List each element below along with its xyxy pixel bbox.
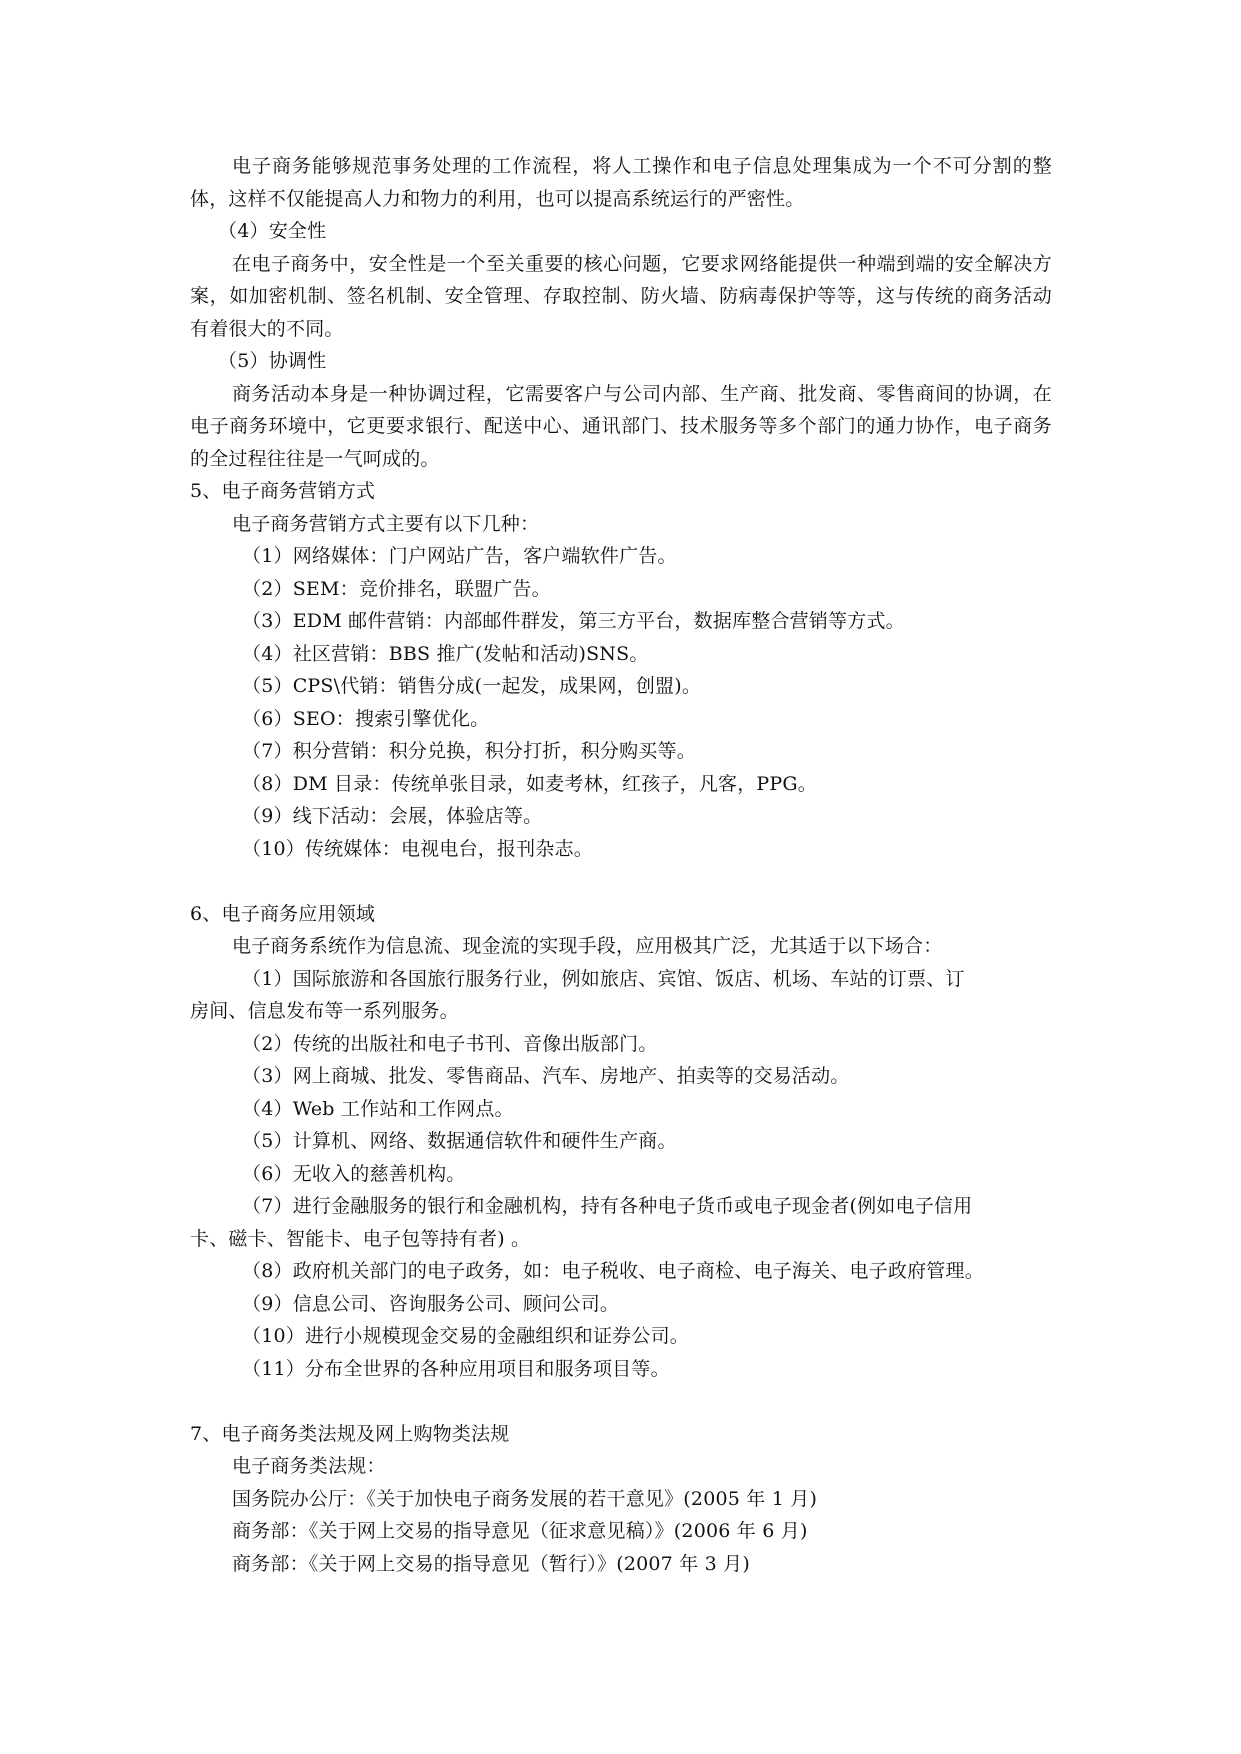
applications-list [190,963,1052,1386]
item-title-coordination: （5）协调性 [218,350,327,372]
list-item: （7）进行金融服务的银行和金融机构，持有各种电子货币或电子现金者(例如电子信用 [242,1195,973,1217]
paragraph-workflow: 电子商务能够规范事务处理的工作流程，将人工操作和电子信息处理集成为一个不可分割的整体，这样不仅能提高人力和物力的利用，也可以提高系统运行的严密性。 [190,155,1052,210]
list-item: （1）国际旅游和各国旅行服务行业，例如旅店、宾馆、饭店、机场、车站的订票、订 [242,967,965,990]
document-body [190,150,1052,1580]
list-item: （1）网络媒体：门户网站广告，客户端软件广告。 [242,545,677,567]
list-item: （4）Web 工作站和工作网点。 [242,1097,514,1120]
list-item: （10）传统媒体：电视电台，报刊杂志。 [242,837,593,860]
list-item: （3）EDM 邮件营销：内部邮件群发，第三方平台，数据库整合营销等方式。 [242,610,905,632]
item-title-security: （4）安全性 [218,220,327,242]
list-item: （3）网上商城、批发、零售商品、汽车、房地产、拍卖等的交易活动。 [242,1065,850,1087]
section-subheading-ecommerce-regulations: 电子商务类法规： [232,1455,386,1477]
section-intro-applications: 电子商务系统作为信息流、现金流的实现手段，应用极其广泛，尤其适于以下场合： [232,935,943,957]
list-item: （10）进行小规模现金交易的金融组织和证券公司。 [242,1325,689,1347]
list-item: （11）分布全世界的各种应用项目和服务项目等。 [242,1357,670,1380]
list-item: 商务部：《关于网上交易的指导意见（暂行）》(2007 年 3 月) [232,1552,750,1575]
section-heading-regulations: 7、电子商务类法规及网上购物类法规 [190,1422,510,1445]
list-item-continuation: 房间、信息发布等一系列服务。 [190,1000,459,1022]
blank-line [190,865,1052,898]
list-item: （8）DM 目录：传统单张目录，如麦考林，红孩子，凡客，PPG。 [242,772,817,795]
list-item: 国务院办公厅：《关于加快电子商务发展的若干意见》(2005 年 1 月) [232,1487,818,1510]
list-item: （5）CPS\代销：销售分成(一起发，成果网，创盟)。 [242,675,702,697]
list-item: （5）计算机、网络、数据通信软件和硬件生产商。 [242,1130,677,1152]
list-item: （7）积分营销：积分兑换，积分打折，积分购买等。 [242,740,696,762]
list-item: 商务部：《关于网上交易的指导意见（征求意见稿）》(2006 年 6 月) [232,1520,808,1542]
list-item: （2）SEM：竞价排名，联盟广告。 [242,577,551,600]
list-item: （9）线下活动：会展，体验店等。 [242,805,543,827]
section-intro-marketing: 电子商务营销方式主要有以下几种： [232,512,540,535]
paragraph-coordination: 商务活动本身是一种协调过程，它需要客户与公司内部、生产商、批发商、零售商间的协调，在电子商务环境中，它更要求银行、配送中心、通讯部门、技术服务等多个部门的通力协作，电子商务的全过程往往是一气呵成的。 [190,382,1052,470]
regulations-list [190,1483,1052,1581]
list-item: （2）传统的出版社和电子书刊、音像出版部门。 [242,1032,658,1055]
section-heading-applications: 6、电子商务应用领域 [190,902,376,925]
list-item: （4）社区营销：BBS 推广(发帖和活动)SNS。 [242,642,649,665]
list-item: （6）无收入的慈善机构。 [242,1162,466,1185]
blank-line [190,1385,1052,1418]
paragraph-security: 在电子商务中，安全性是一个至关重要的核心问题，它要求网络能提供一种端到端的安全解决方案，如加密机制、签名机制、安全管理、存取控制、防火墙、防病毒保护等等，这与传统的商务活动有着很大的不同。 [190,252,1052,340]
marketing-list [190,540,1052,865]
section-heading-marketing: 5、电子商务营销方式 [190,480,376,502]
list-item-continuation: 卡、磁卡、智能卡、电子包等持有者) 。 [190,1227,531,1250]
list-item: （8）政府机关部门的电子政务，如：电子税收、电子商检、电子海关、电子政府管理。 [242,1260,984,1282]
list-item: （6）SEO：搜索引擎优化。 [242,707,490,730]
list-item: （9）信息公司、咨询服务公司、顾问公司。 [242,1292,620,1315]
